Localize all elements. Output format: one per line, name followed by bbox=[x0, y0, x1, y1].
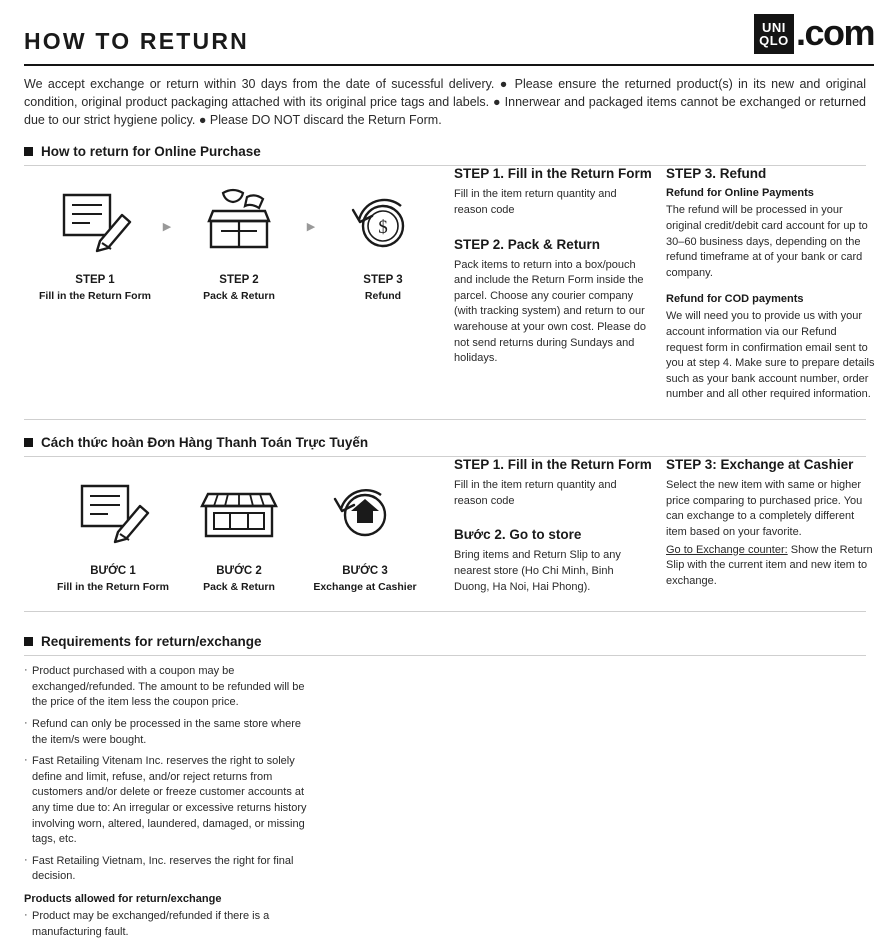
store-step2-body: Bring items and Return Slip to any nearest store (Ho Chi Minh, Binh Duong, Ha Noi, Hai Phong). bbox=[454, 549, 621, 593]
online-refund-online-body: The refund will be processed in your original credit/debit card account for up to 30–60 business days, depending on the refund timeframe at of your bank or card company. bbox=[666, 204, 868, 279]
refund-dollar-icon bbox=[323, 184, 443, 260]
online-step-3-name: STEP 3 bbox=[363, 274, 403, 287]
store-front-icon bbox=[179, 475, 299, 551]
box-packing-icon bbox=[179, 184, 299, 260]
form-pencil-icon-2 bbox=[53, 475, 173, 551]
requirements-list bbox=[24, 664, 314, 940]
online-step-1 bbox=[35, 184, 155, 304]
section-heading-store-label: Cách thức hoàn Đơn Hàng Thanh Toán Trực Tuyến bbox=[41, 435, 369, 451]
divider-online-bottom bbox=[24, 419, 866, 420]
exchange-counter-link[interactable]: Go to Exchange counter: bbox=[666, 543, 788, 556]
brand-dotcom-text: .com bbox=[795, 12, 874, 54]
store-step-2 bbox=[179, 475, 299, 595]
list-item: · Product purchased with a coupon may be exchanged/refunded. The amount to be refunded will be the price of the item less the coupon price. bbox=[24, 664, 314, 711]
requirements-sub-heading: Products allowed for return/exchange bbox=[24, 893, 222, 906]
exchange-counter-note: Show the Return Slip with the current item and new item to exchange. bbox=[666, 543, 873, 587]
section-heading-online bbox=[24, 144, 874, 159]
uniqlo-mark-line2: QLO bbox=[759, 33, 789, 48]
online-refund-online-sub: Refund for Online Payments bbox=[666, 187, 814, 200]
online-step-3 bbox=[323, 184, 443, 304]
section-heading-requirements-label: Requirements for return/exchange bbox=[41, 634, 262, 650]
section-heading-requirements bbox=[24, 634, 874, 649]
online-refund-cod-body: We will need you to provide us with your account information via our Refund request form in confirmation email sent to you at step 4. Make sure to prepare details such as your bank account number, order number and all other required information. bbox=[666, 310, 875, 401]
bullet-square-icon-2 bbox=[24, 438, 33, 447]
store-step-1-name: BƯỚC 1 bbox=[90, 565, 136, 578]
bullet-square-icon bbox=[24, 147, 33, 156]
store-step2-title: Bước 2. Go to store bbox=[454, 527, 582, 543]
online-step-3-desc: Refund bbox=[364, 290, 402, 303]
store-steps-column bbox=[24, 457, 454, 595]
online-step2-body: Pack items to return into a box/pouch and include the Return Form inside the parcel. Choose any courier company (with tracking system) and return to our warehouse at your own cost. Please do not send returns during Sundays and holidays. bbox=[454, 258, 647, 365]
store-exchange-note bbox=[666, 543, 876, 590]
uniqlo-mark-icon bbox=[754, 14, 794, 54]
section-online bbox=[24, 166, 874, 419]
store-step-3-desc: Exchange at Cashier bbox=[313, 581, 417, 594]
arrow-icon-1: ▶ bbox=[162, 221, 172, 234]
store-step1-title: STEP 1. Fill in the Return Form bbox=[454, 457, 652, 473]
online-right-column bbox=[666, 166, 876, 405]
online-refund-cod-sub: Refund for COD payments bbox=[666, 293, 804, 306]
store-step-2-desc: Pack & Return bbox=[203, 581, 275, 594]
section-heading-store bbox=[24, 435, 874, 450]
divider-requirements bbox=[24, 655, 866, 656]
online-step-1-desc: Fill in the Return Form bbox=[39, 290, 151, 303]
online-steps-column bbox=[24, 166, 454, 304]
uniqlo-mark-line1: UNI bbox=[762, 20, 786, 35]
list-item: · Product may be exchanged/refunded if there is a manufacturing fault. bbox=[24, 909, 314, 940]
store-step-2-name: BƯỚC 2 bbox=[216, 565, 262, 578]
divider-store-bottom bbox=[24, 611, 866, 612]
form-pencil-icon bbox=[35, 184, 155, 260]
store-step1-body: Fill in the item return quantity and reason code bbox=[454, 479, 617, 507]
online-step-1-name: STEP 1 bbox=[75, 274, 115, 287]
store-step-1 bbox=[53, 475, 173, 595]
online-step1-body: Fill in the item return quantity and reason code bbox=[454, 188, 617, 216]
online-step-2 bbox=[179, 184, 299, 304]
list-item: · Fast Retailing Vitenam Inc. reserves the right to solely define and limit, refuse, and/or reject returns from customers and/or delete or freeze customer accounts at any time due to: An irregular or excessive returns history involving worn, altered, laundered, damaged, or missing tags, etc. bbox=[24, 754, 314, 848]
store-step3-title: STEP 3: Exchange at Cashier bbox=[666, 457, 854, 473]
online-middle-column bbox=[454, 166, 666, 368]
online-step2-title: STEP 2. Pack & Return bbox=[454, 236, 601, 252]
store-step-1-desc: Fill in the Return Form bbox=[57, 581, 169, 594]
svg-text:$: $ bbox=[378, 217, 388, 239]
page-title: HOW TO RETURN bbox=[24, 27, 249, 54]
section-store bbox=[24, 457, 874, 611]
store-step3-body: Select the new item with same or higher price comparing to purchased price. You can exchange to a completely different item based on your favorite. bbox=[666, 479, 863, 538]
store-step-3 bbox=[305, 475, 425, 595]
online-step1-title: STEP 1. Fill in the Return Form bbox=[454, 166, 652, 182]
online-step-2-name: STEP 2 bbox=[219, 274, 259, 287]
uniqlo-logo bbox=[754, 14, 874, 54]
exchange-arrow-icon bbox=[305, 475, 425, 551]
section-heading-online-label: How to return for Online Purchase bbox=[41, 144, 261, 160]
intro-paragraph: We accept exchange or return within 30 days from the date of sucessful delivery. ● Please ensure the returned product(s) in its new and original condition, original product packaging attached with its original price tags and labels. ● Innerwear and packaged items cannot be exchanged or returned due to our strict hygiene policy. ● Please DO NOT discard the Return Form. bbox=[24, 77, 866, 128]
document-header bbox=[24, 14, 874, 66]
list-item: · Refund can only be processed in the same store where the item/s were bought. bbox=[24, 717, 314, 748]
list-item: · Fast Retailing Vietnam, Inc. reserves the right for final decision. bbox=[24, 854, 314, 885]
arrow-icon-2: ▶ bbox=[306, 221, 316, 234]
online-step3-title: STEP 3. Refund bbox=[666, 166, 767, 182]
store-middle-column bbox=[454, 457, 666, 597]
bullet-square-icon-3 bbox=[24, 637, 33, 646]
store-step-3-name: BƯỚC 3 bbox=[342, 565, 388, 578]
online-step-2-desc: Pack & Return bbox=[203, 290, 275, 303]
store-right-column bbox=[666, 457, 876, 591]
